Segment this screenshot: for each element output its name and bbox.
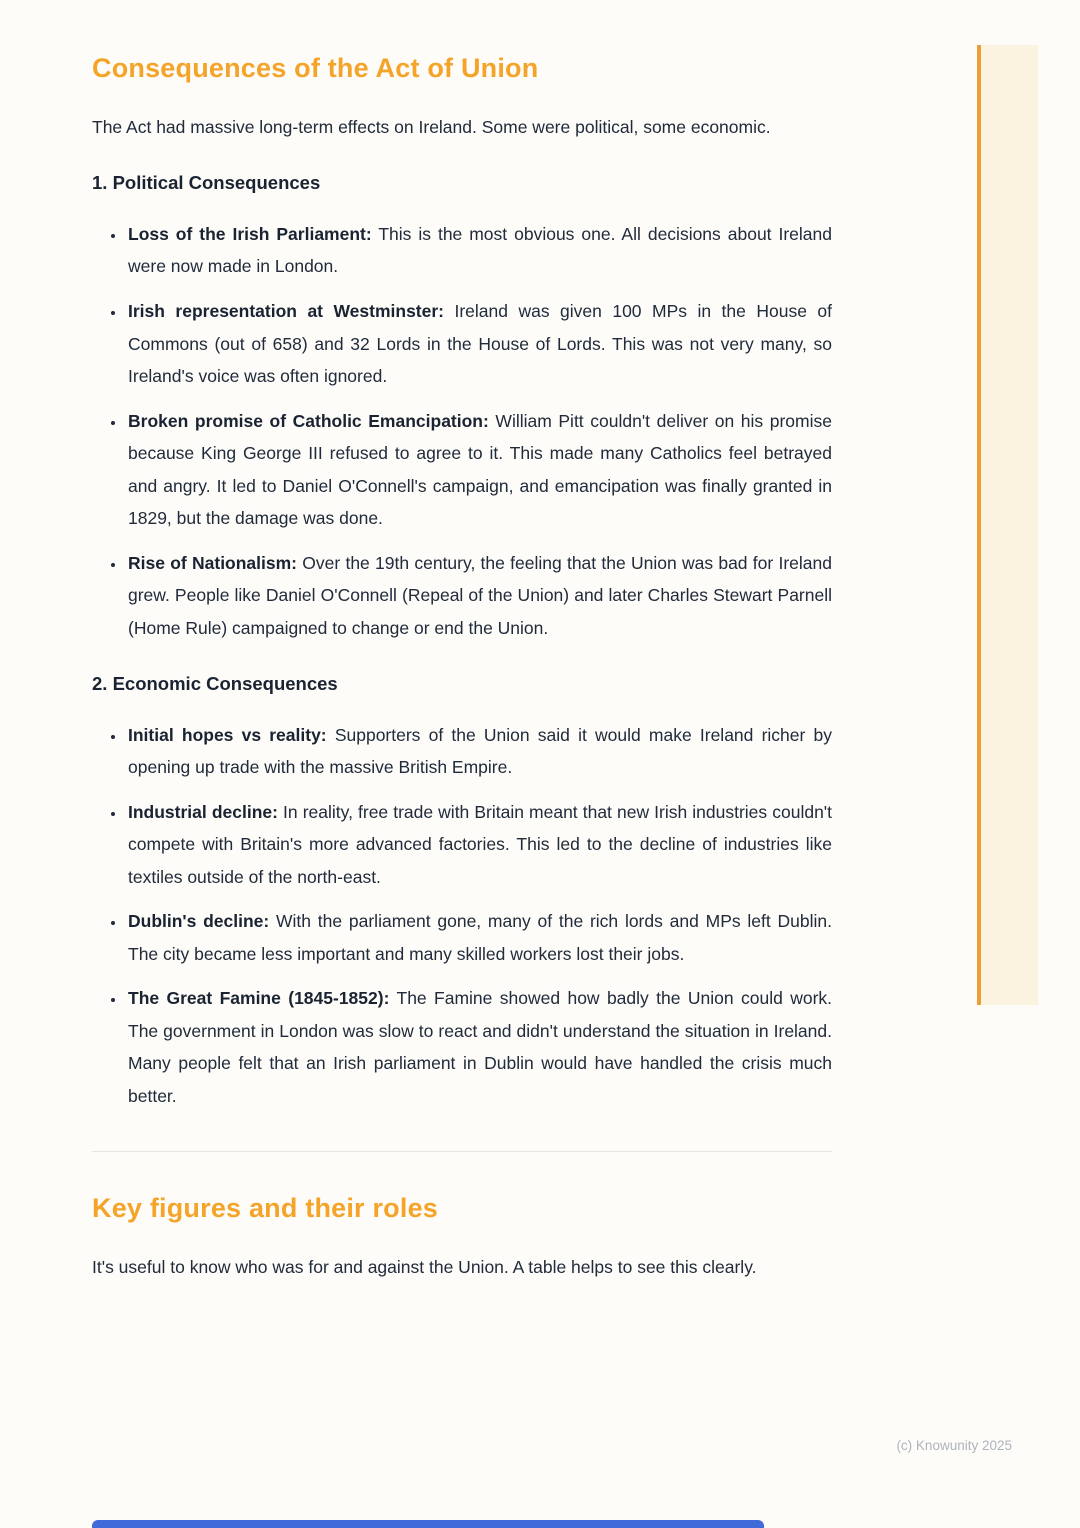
bullet-lead: Rise of Nationalism: [128,552,298,573]
list-item [126,905,832,970]
bullet-lead: Broken promise of Catholic Emancipation: [128,410,489,431]
bullet-text: Ireland was given 100 MPs in the House of Commons (out of 658) and 32 Lords in the House of Lords. This was not very many, so Ireland's voice was often ignored. [128,301,832,387]
list-item [126,719,832,784]
table-header-top-edge [92,1520,764,1528]
bullet-text: With the parliament gone, many of the rich lords and MPs left Dublin. The city became less important and many skilled workers lost their jobs. [128,911,832,964]
section-heading-consequences: Consequences of the Act of Union [92,53,539,83]
subheading-political-consequences: 1. Political Consequences [92,171,321,193]
document-content [92,52,832,1311]
bullet-lead: The Great Famine (1845-1852): [128,988,390,1009]
section-heading-key-figures: Key figures and their roles [92,1192,438,1223]
page-margin-highlight-band [977,45,1038,1005]
bullet-lead: Irish representation at Westminster: [128,301,445,322]
bullet-lead: Industrial decline: [128,801,278,822]
section-divider [92,1151,832,1152]
list-item [126,295,832,393]
bullet-text: Supporters of the Union said it would make Ireland richer by opening up trade with the massive British Empire. [128,724,832,778]
bullet-lead: Loss of the Irish Parliament: [128,223,372,244]
bullet-text: Over the 19th century, the feeling that the Union was bad for Ireland grew. People like Daniel O'Connell (Repeal of the Union) and later Charles Stewart Parnell (Home Rule) campaigned to change or end the Union. [128,552,832,638]
list-item [126,982,832,1112]
bullet-lead: Dublin's decline: [128,911,270,932]
subheading-economic-consequences: 2. Economic Consequences [92,672,338,694]
intro-paragraph-key-figures: It's useful to know who was for and against the Union. A table helps to see this clearly. [92,1256,757,1277]
bullet-text: In reality, free trade with Britain meant that new Irish industries couldn't compete with Britain's more advanced factories. This led to the decline of industries like textiles outside of the north-east. [128,801,832,887]
list-item [126,796,832,894]
watermark-text: (c) Knowunity 2025 [896,1438,1012,1453]
list-item [126,547,832,645]
bullet-lead: Initial hopes vs reality: [128,724,327,745]
list-item [126,218,832,283]
intro-paragraph-consequences: The Act had massive long-term effects on Ireland. Some were political, some economic. [92,117,771,138]
bullet-text: William Pitt couldn't deliver on his promise because King George III refused to agree to it. This made many Catholics feel betrayed and angry. It led to Daniel O'Connell's campaign, and emancipation was finally granted in 1829, but the damage was done. [128,410,832,529]
list-item [126,405,832,535]
economic-consequences-list [92,719,832,1113]
bullet-text: This is the most obvious one. All decisions about Ireland were now made in London. [128,223,833,277]
bullet-text: The Famine showed how badly the Union could work. The government in London was slow to react and didn't understand the situation in Ireland. Many people felt that an Irish parliament in Dublin would have handled the crisis much better. [128,988,833,1106]
political-consequences-list [92,218,832,645]
